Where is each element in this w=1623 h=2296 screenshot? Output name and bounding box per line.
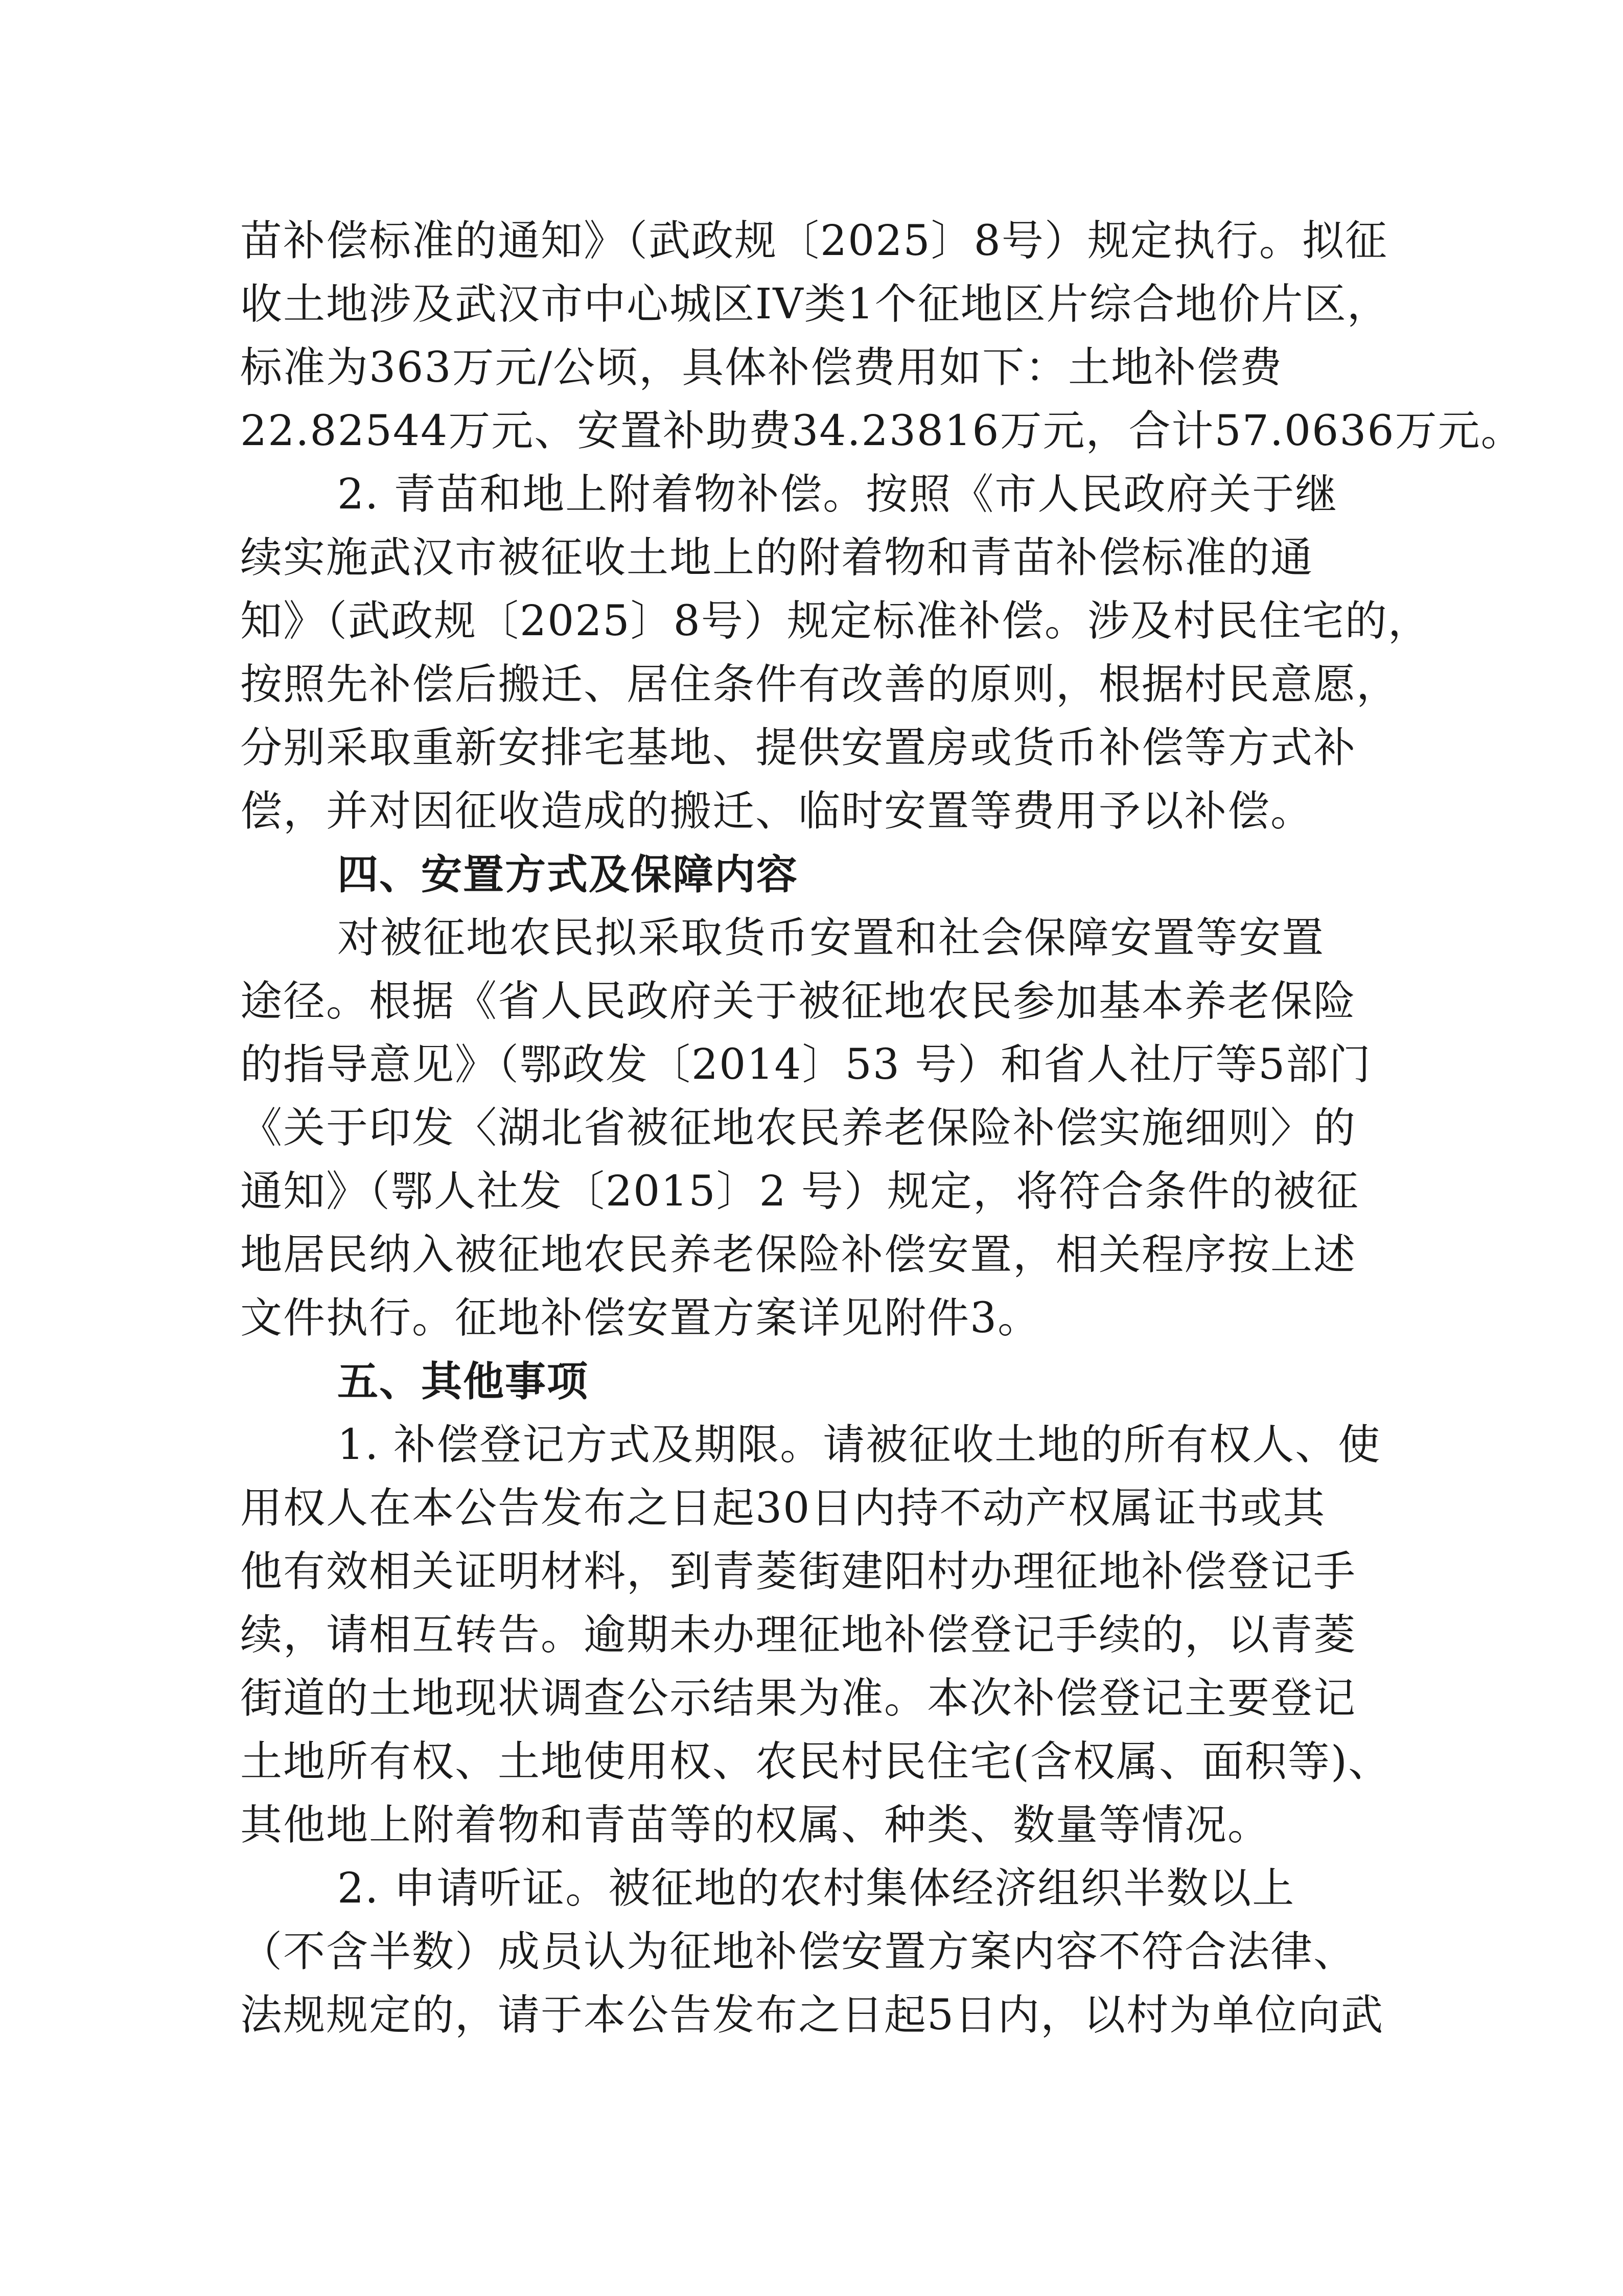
text-line-9: 分别采取重新安排宅基地、提供安置房或货币补偿等方式补 — [240, 724, 1357, 772]
text-line-29: 法规规定的，请于本公告发布之日起5日内，以村为单位向武 — [240, 1991, 1384, 2039]
text-line-26: 其他地上附着物和青苗等的权属、种类、数量等情况。 — [240, 1801, 1271, 1849]
text-line-24: 街道的土地现状调查公示结果为准。本次补偿登记主要登记 — [240, 1674, 1357, 1723]
text-line-3: 标准为363万元/公顷，具体补偿费用如下：土地补偿费 — [240, 343, 1283, 392]
text-line-14: 的指导意见》（鄂政发〔2014〕53 号）和省人社厅等5部门 — [240, 1040, 1372, 1089]
paragraph-resettlement: 对被征地农民拟采取货币安置和社会保障安置等安置 — [337, 914, 1325, 962]
text-line-15: 《关于印发〈湖北省被征地农民养老保险补偿实施细则〉的 — [240, 1104, 1357, 1152]
text-line-18: 文件执行。征地补偿安置方案详见附件3。 — [240, 1294, 1041, 1342]
text-line-2: 收土地涉及武汉市中心城区IV类1个征地区片综合地价片区， — [240, 280, 1390, 329]
text-line-17: 地居民纳入被征地农民养老保险补偿安置，相关程序按上述 — [240, 1231, 1357, 1279]
text-line-6: 续实施武汉市被征收土地上的附着物和青苗补偿标准的通 — [240, 534, 1314, 582]
text-line-23: 续，请相互转告。逾期未办理征地补偿登记手续的，以青菱 — [240, 1611, 1357, 1659]
text-line-7: 知》（武政规〔2025〕8号）规定标准补偿。涉及村民住宅的， — [240, 597, 1431, 645]
text-line-4: 22.82544万元、安置补助费34.23816万元，合计57.0636万元。 — [240, 407, 1524, 455]
text-line-16: 通知》（鄂人社发〔2015〕2 号）规定，将符合条件的被征 — [240, 1167, 1359, 1216]
item-registration: 1. 补偿登记方式及期限。请被征收土地的所有权人、使 — [337, 1421, 1381, 1469]
text-line-1: 苗补偿标准的通知》（武政规〔2025〕8号）规定执行。拟征 — [240, 217, 1388, 265]
section-heading-5: 五、其他事项 — [337, 1358, 589, 1405]
text-line-22: 他有效相关证明材料，到青菱街建阳村办理征地补偿登记手 — [240, 1547, 1357, 1596]
text-line-8: 按照先补偿后搬迁、居住条件有改善的原则，根据村民意愿， — [240, 660, 1400, 709]
text-line-21: 用权人在本公告发布之日起30日内持不动产权属证书或其 — [240, 1484, 1326, 1533]
section-heading-4: 四、安置方式及保障内容 — [337, 851, 798, 898]
document-page — [240, 210, 1524, 2047]
text-line-28: （不含半数）成员认为征地补偿安置方案内容不符合法律、 — [240, 1928, 1357, 1976]
item-hearing: 2. 申请听证。被征地的农村集体经济组织半数以上 — [337, 1864, 1295, 1913]
text-line-10: 偿，并对因征收造成的搬迁、临时安置等费用予以补偿。 — [240, 787, 1314, 836]
item-compensation-crops: 2. 青苗和地上附着物补偿。按照《市人民政府关于继 — [337, 470, 1338, 519]
text-line-13: 途径。根据《省人民政府关于被征地农民参加基本养老保险 — [240, 977, 1357, 1026]
text-line-25: 土地所有权、土地使用权、农民村民住宅(含权属、面积等)、 — [240, 1737, 1391, 1786]
